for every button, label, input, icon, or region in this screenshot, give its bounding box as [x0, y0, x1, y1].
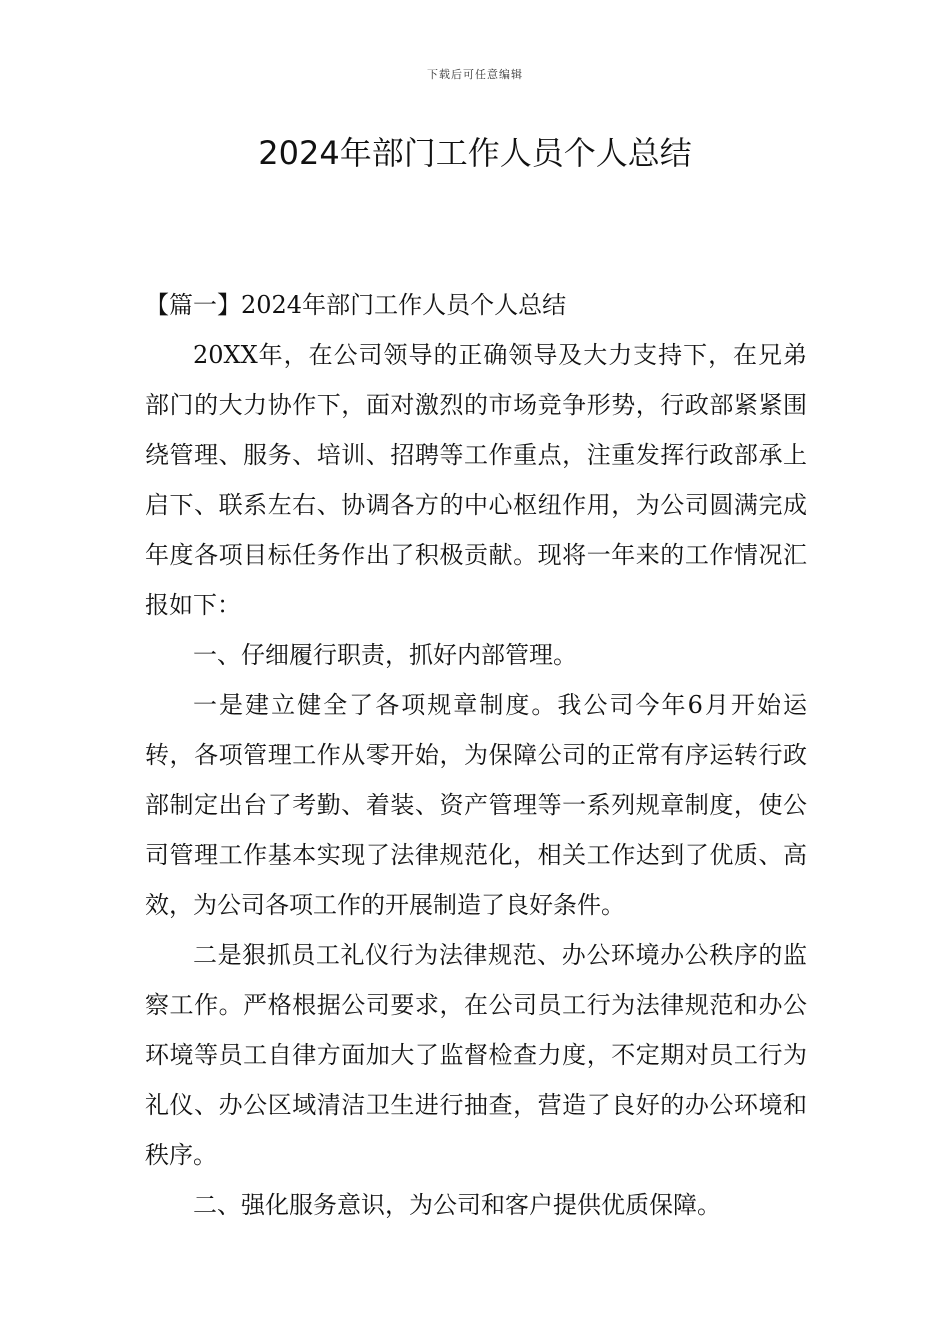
- paragraph-heading-two: 二、强化服务意识，为公司和客户提供优质保障。: [193, 1191, 721, 1219]
- document-title: 2024年部门工作人员个人总结: [258, 134, 692, 172]
- document-body: [145, 280, 807, 1230]
- paragraph-supervision: 二是狠抓员工礼仪行为法律规范、办公环境办公秩序的监察工作。严格根据公司要求，在公司员工行为法律规范和办公环境等员工自律方面加大了监督检查力度，不定期对员工行为礼仪、办公区域清洁卫生进行抽查，营造了良好的办公环境和秩序。: [145, 941, 807, 1169]
- paragraph-heading-one: 一、仔细履行职责，抓好内部管理。: [193, 641, 577, 669]
- paragraph-intro: 20XX年，在公司领导的正确领导及大力支持下，在兄弟部门的大力协作下，面对激烈的市场竞争形势，行政部紧紧围绕管理、服务、培训、招聘等工作重点，注重发挥行政部承上启下、联系左右、协调各方的中心枢纽作用，为公司圆满完成年度各项目标任务作出了积极贡献。现将一年来的工作情况汇报如下：: [145, 341, 807, 619]
- header-note: 下载后可任意编辑: [427, 68, 523, 81]
- section-heading: 【篇一】2024年部门工作人员个人总结: [145, 291, 567, 319]
- paragraph-rules: 一是建立健全了各项规章制度。我公司今年6月开始运转，各项管理工作从零开始，为保障公司的正常有序运转行政部制定出台了考勤、着装、资产管理等一系列规章制度，使公司管理工作基本实现了法律规范化，相关工作达到了优质、高效，为公司各项工作的开展制造了良好条件。: [145, 691, 807, 919]
